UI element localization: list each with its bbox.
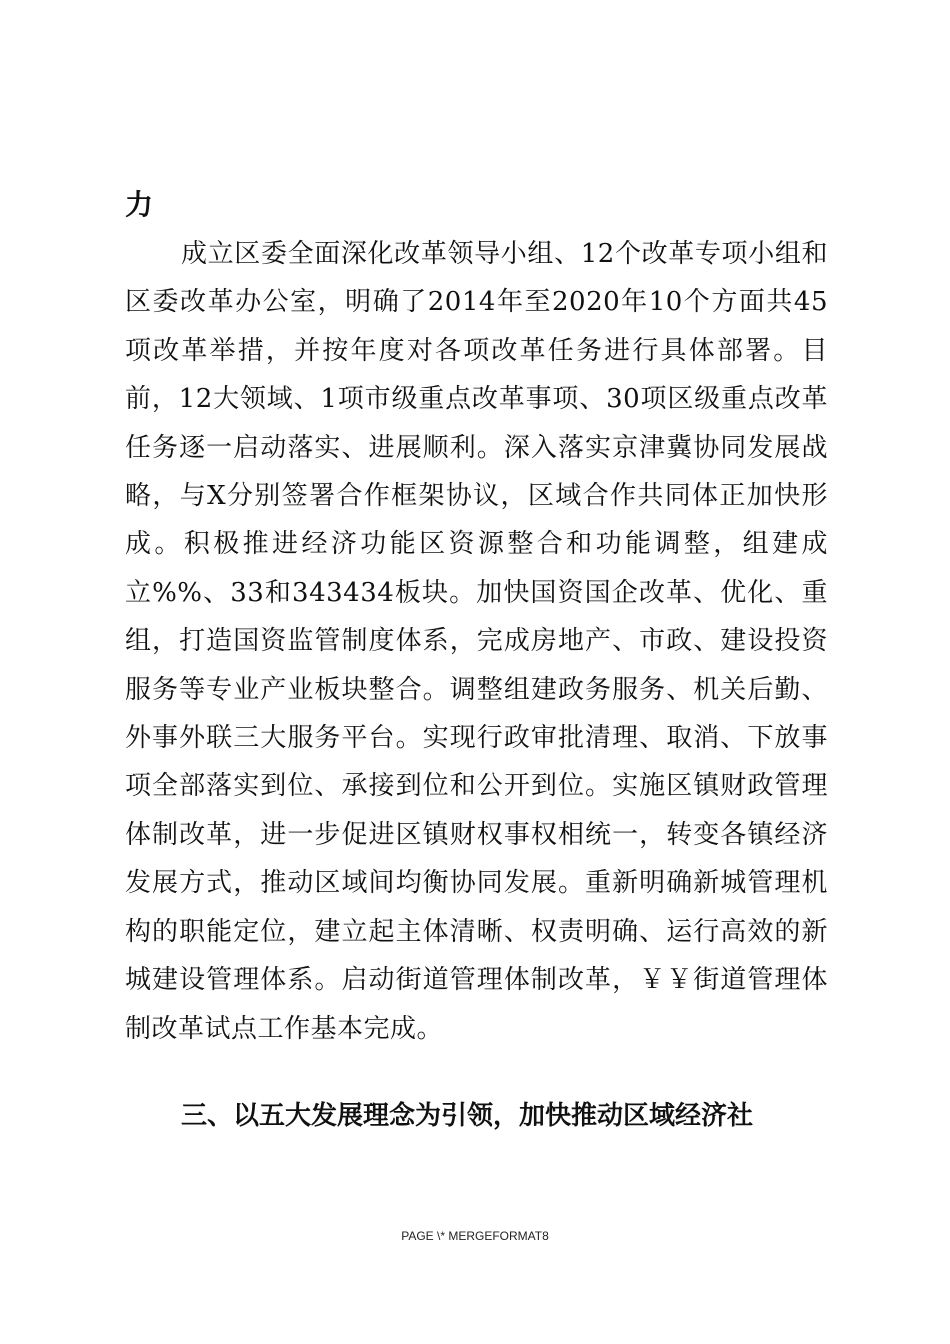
heading-fragment: 力 bbox=[125, 188, 154, 221]
body-paragraph: 成立区委全面深化改革领导小组、12个改革专项小组和区委改革办公室，明确了2014年至2020年10个方面共45项改革举措，并按年度对各项改革任务进行具体部署。目前，12大领域、1项市级重点改革事项、30项区级重点改革任务逐一启动落实、进展顺利。深入落实京津冀协同发展战略，与X分别签署合作框架协议，区域合作共同体正加快形成。积极推进经济功能区资源整合和功能调整，组建成立%%、33和343434板块。加快国资国企改革、优化、重组，打造国资监管制度体系，完成房地产、市政、建设投资服务等专业产业板块整合。调整组建政务服务、机关后勤、外事外联三大服务平台。实现行政审批清理、取消、下放事项全部落实到位、承接到位和公开到位。实施区镇财政管理体制改革，进一步促进区镇财权事权相统一，转变各镇经济发展方式，推动区域间均衡协同发展。重新明确新城管理机构的职能定位，建立起主体清晰、权责明确、运行高效的新城建设管理体系。启动街道管理体制改革，￥￥街道管理体制改革试点工作基本完成。 bbox=[125, 239, 828, 1044]
page-footer: PAGE \* MERGEFORMAT8 bbox=[401, 1229, 549, 1243]
section-heading: 三、以五大发展理念为引领，加快推动区域经济社 bbox=[181, 1101, 754, 1131]
